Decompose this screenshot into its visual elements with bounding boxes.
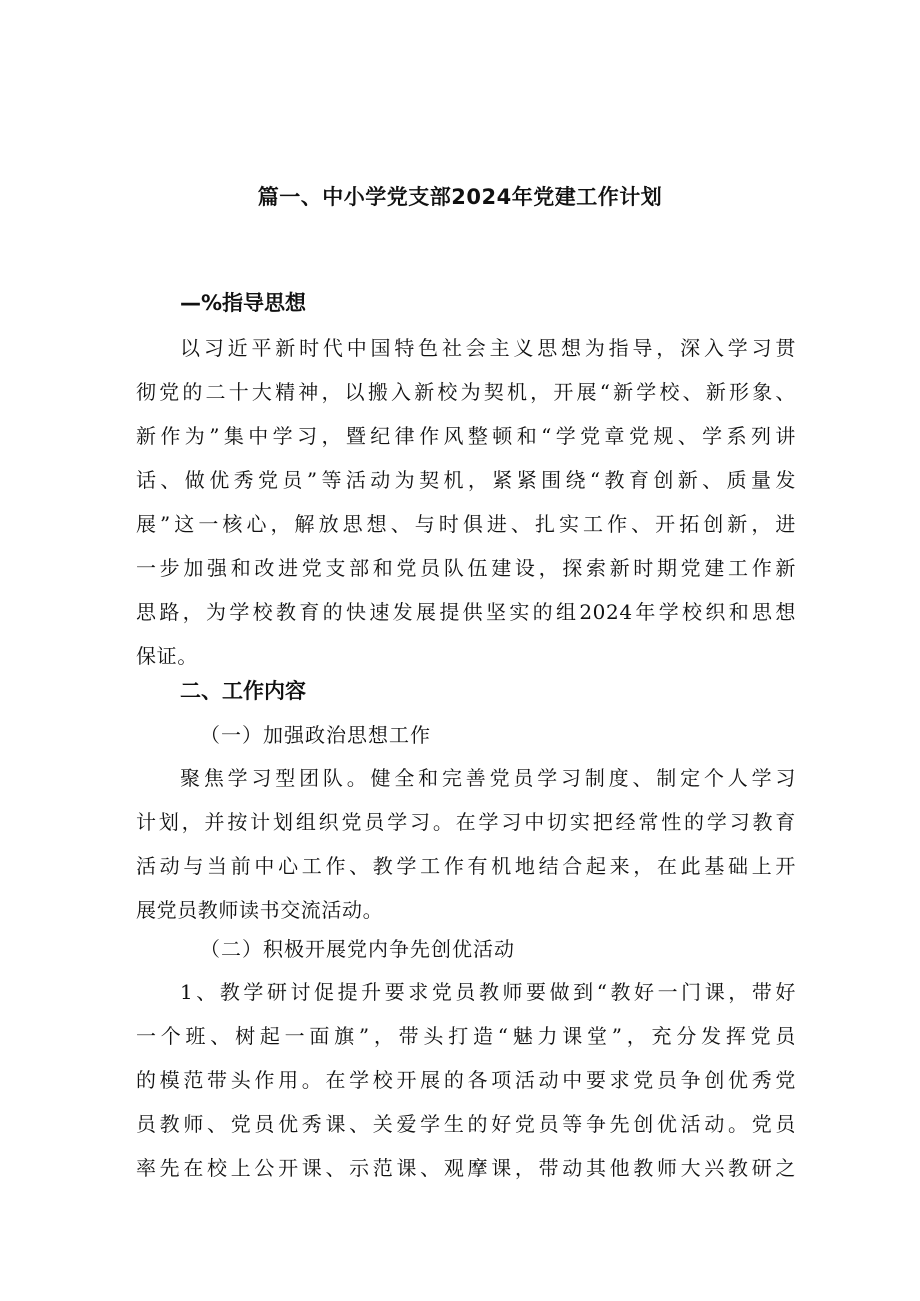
paragraph-line: 聚焦学习型团队。健全和完善党员学习制度、制定个人学习: [180, 766, 796, 790]
paragraph-line: 一个班、树起一面旗”，带头打造“魅力课堂”，充分发挥党员: [136, 1024, 796, 1048]
paragraph-line: 以习近平新时代中国特色社会主义思想为指导，深入学习贯: [180, 336, 796, 360]
paragraph-guiding-ideology: [136, 326, 796, 678]
paragraph-line: 展党员教师读书交流活动。: [136, 898, 384, 922]
paragraph-excellence-activities: [136, 970, 796, 1190]
paragraph-line: 新作为”集中学习，暨纪律作风整顿和“学党章党规、学系列讲: [136, 424, 796, 448]
paragraph-political-work: [136, 756, 796, 932]
paragraph-line: 的模范带头作用。在学校开展的各项活动中要求党员争创优秀党: [136, 1068, 796, 1092]
paragraph-line: 活动与当前中心工作、教学工作有机地结合起来，在此基础上开: [136, 854, 796, 878]
paragraph-line: 1、教学研讨促提升要求党员教师要做到“教好一门课，带好: [180, 980, 796, 1004]
paragraph-line: 思路，为学校教育的快速发展提供坚实的组2024年学校织和思想: [136, 600, 796, 624]
paragraph-line: 彻党的二十大精神，以搬入新校为契机，开展“新学校、新形象、: [136, 380, 796, 404]
subsection-heading-excellence-activities: （二）积极开展党内争先创优活动: [200, 937, 515, 961]
paragraph-line: 一步加强和改进党支部和党员队伍建设，探索新时期党建工作新: [136, 556, 796, 580]
section-heading-guiding-ideology: —%指导思想: [180, 291, 307, 315]
paragraph-line: 话、做优秀党员”等活动为契机，紧紧围绕“教育创新、质量发: [136, 468, 796, 492]
paragraph-line: 员教师、党员优秀课、关爱学生的好党员等争先创优活动。党员: [136, 1112, 796, 1136]
paragraph-line: 保证。: [136, 644, 198, 668]
paragraph-line: 展”这一核心，解放思想、与时俱进、扎实工作、开拓创新，进: [136, 512, 796, 536]
section-heading-work-content: 二、工作内容: [180, 679, 306, 703]
paragraph-line: 率先在校上公开课、示范课、观摩课，带动其他教师大兴教研之: [136, 1156, 796, 1180]
paragraph-line: 计划，并按计划组织党员学习。在学习中切实把经常性的学习教育: [136, 810, 796, 834]
document-title: 篇一、中小学党支部2024年党建工作计划: [257, 185, 663, 209]
subsection-heading-political-work: （一）加强政治思想工作: [200, 723, 431, 747]
